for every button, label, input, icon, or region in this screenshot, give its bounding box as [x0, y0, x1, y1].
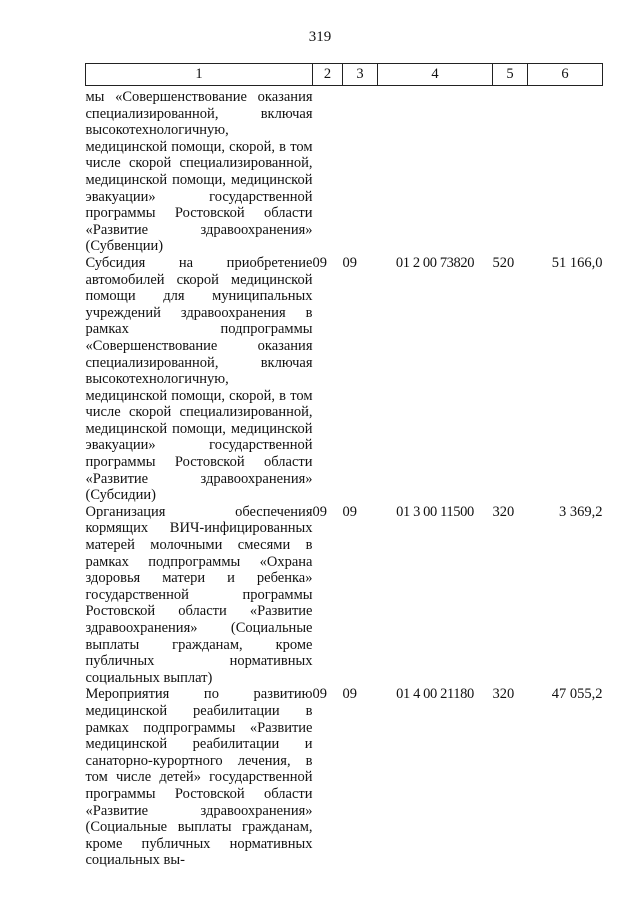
row-csr: 01 2 00 73820	[395, 254, 475, 271]
row-vr: 520	[492, 254, 515, 271]
row-pr: 09	[342, 686, 357, 703]
column-header: 4	[378, 64, 493, 86]
row-csr: 01 3 00 11500	[396, 503, 474, 520]
column-header: 5	[493, 64, 528, 86]
row-pr	[343, 86, 378, 255]
row-pr: 09	[342, 254, 357, 271]
column-header: 2	[313, 64, 343, 86]
row-description: Мероприятия по развитию медицинской реабилитации в рамках подпрограммы «Развитие медицинской реабилитации и санаторно-курортного лечения, в том числе детей» государственной программы Ростовской области «Развитие здравоохранения» (Социальные выплаты гражданам, кроме публичных нормативных социальных вы-	[85, 686, 313, 869]
row-csr: 01 4 00 21180	[396, 686, 474, 703]
column-header: 1	[86, 64, 313, 86]
row-description: Организация обеспечения кормящих ВИЧ-инфицированных матерей молочными смесями в рамках подпрограммы «Охрана здоровья матери и ребенка» государственной программы Ростовской области «Развитие здравоохранения» (Социальные выплаты гражданам, кроме публичных нормативных социальных выплат)	[85, 503, 313, 686]
row-vr	[493, 86, 528, 255]
budget-table	[85, 63, 603, 869]
page-number: 319	[308, 29, 332, 45]
row-sum: 47 055,2	[551, 686, 603, 703]
row-pr: 09	[342, 503, 357, 520]
row-vr: 320	[492, 503, 515, 520]
row-rz: 09	[312, 686, 327, 703]
table-row	[86, 504, 603, 687]
row-description: Субсидия на приобретение автомобилей скорой медицинской помощи для муниципальных учреждений здравоохранения в рамках подпрограммы «Совершенствование оказания специализированной, включая высокотехнологичную, медицинской помощи, скорой, в том числе скорой специализированной, медицинской помощи, медицинской эвакуации» государственной программы Ростовской области «Развитие здравоохранения» (Субсидии)	[85, 254, 313, 504]
row-rz: 09	[312, 503, 327, 520]
row-rz	[313, 86, 343, 255]
row-sum: 3 369,2	[559, 503, 603, 520]
table-row	[86, 686, 603, 869]
row-sum: 51 166,0	[551, 254, 603, 271]
row-sum	[528, 86, 603, 255]
table-header-row	[86, 64, 603, 86]
column-header: 6	[528, 64, 603, 86]
row-csr	[378, 86, 493, 255]
row-description: мы «Совершенствование оказания специализированной, включая высокотехнологичную, медицинской помощи, скорой, в том числе скорой специализированной, медицинской помощи, медицинской эвакуации» государственной программы Ростовской области «Развитие здравоохранения» (Субвенции)	[85, 89, 313, 255]
table-row	[86, 255, 603, 504]
column-header: 3	[343, 64, 378, 86]
row-rz: 09	[312, 254, 327, 271]
row-vr: 320	[492, 686, 515, 703]
table-row	[86, 86, 603, 255]
